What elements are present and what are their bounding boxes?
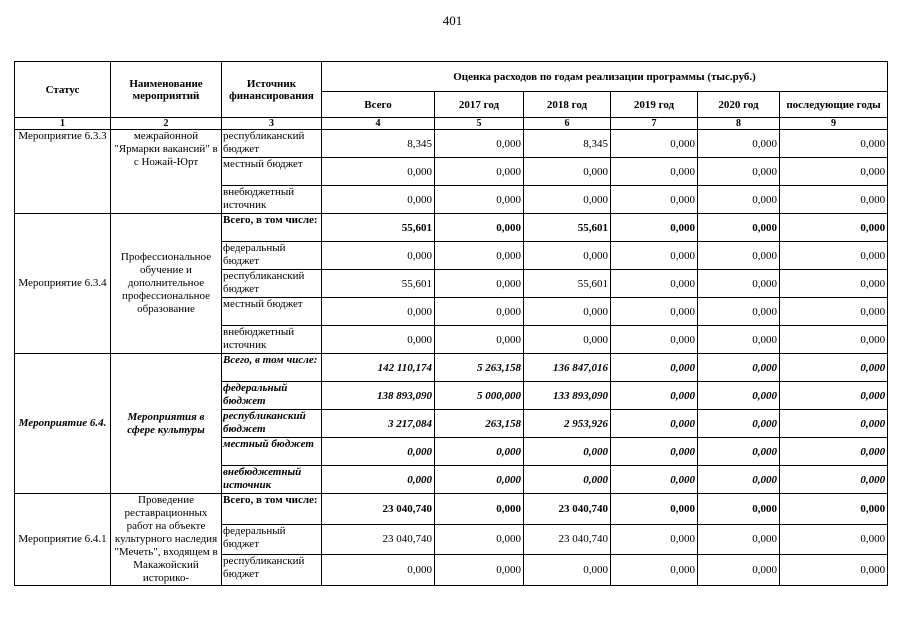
value-cell: 0,000 bbox=[698, 524, 780, 555]
value-cell: 0,000 bbox=[524, 438, 611, 466]
header-source: Источник финансирования bbox=[222, 62, 322, 118]
value-cell: 0,000 bbox=[611, 382, 698, 410]
name-cell: Мероприятия в сфере культуры bbox=[111, 354, 222, 494]
column-index-cell: 1 bbox=[15, 118, 111, 130]
value-cell: 0,000 bbox=[780, 298, 888, 326]
header-2017: 2017 год bbox=[435, 92, 524, 118]
status-cell: Мероприятие 6.4. bbox=[15, 354, 111, 494]
value-cell: 0,000 bbox=[780, 524, 888, 555]
value-cell: 0,000 bbox=[524, 326, 611, 354]
value-cell: 0,000 bbox=[611, 270, 698, 298]
value-cell: 0,000 bbox=[435, 242, 524, 270]
value-cell: 0,000 bbox=[611, 438, 698, 466]
source-cell: республиканский бюджет bbox=[222, 555, 322, 586]
value-cell: 0,000 bbox=[435, 186, 524, 214]
value-cell: 0,000 bbox=[611, 186, 698, 214]
header-total: Всего bbox=[322, 92, 435, 118]
value-cell: 0,000 bbox=[780, 466, 888, 494]
value-cell: 0,000 bbox=[611, 158, 698, 186]
value-cell: 0,000 bbox=[698, 298, 780, 326]
value-cell: 136 847,016 bbox=[524, 354, 611, 382]
value-cell: 0,000 bbox=[698, 354, 780, 382]
value-cell: 55,601 bbox=[524, 270, 611, 298]
value-cell: 138 893,090 bbox=[322, 382, 435, 410]
value-cell: 0,000 bbox=[780, 130, 888, 158]
header-2019: 2019 год bbox=[611, 92, 698, 118]
value-cell: 0,000 bbox=[780, 410, 888, 438]
value-cell: 0,000 bbox=[435, 158, 524, 186]
value-cell: 55,601 bbox=[322, 214, 435, 242]
value-cell: 0,000 bbox=[780, 438, 888, 466]
value-cell: 0,000 bbox=[611, 214, 698, 242]
value-cell: 0,000 bbox=[780, 214, 888, 242]
table-row bbox=[15, 354, 888, 382]
column-index-cell: 3 bbox=[222, 118, 322, 130]
header-estimate: Оценка расходов по годам реализации программы (тыс.руб.) bbox=[322, 62, 888, 92]
value-cell: 0,000 bbox=[698, 270, 780, 298]
expense-table bbox=[14, 61, 888, 586]
value-cell: 23 040,740 bbox=[322, 494, 435, 525]
header-status: Статус bbox=[15, 62, 111, 118]
source-cell: внебюджетный источник bbox=[222, 466, 322, 494]
header-2020: 2020 год bbox=[698, 92, 780, 118]
value-cell: 0,000 bbox=[611, 494, 698, 525]
value-cell: 0,000 bbox=[524, 242, 611, 270]
value-cell: 0,000 bbox=[435, 555, 524, 586]
value-cell: 0,000 bbox=[611, 555, 698, 586]
value-cell: 263,158 bbox=[435, 410, 524, 438]
source-cell: Всего, в том числе: bbox=[222, 214, 322, 242]
name-cell: Профессиональное обучение и дополнительное профессиональное образование bbox=[111, 214, 222, 354]
value-cell: 0,000 bbox=[322, 298, 435, 326]
value-cell: 23 040,740 bbox=[524, 524, 611, 555]
name-cell: Проведение реставрационных работ на объекте культурного наследия "Мечеть", входящем в Макажойский историко- bbox=[111, 494, 222, 586]
column-index-cell: 2 bbox=[111, 118, 222, 130]
source-cell: местный бюджет bbox=[222, 438, 322, 466]
value-cell: 0,000 bbox=[780, 382, 888, 410]
value-cell: 0,000 bbox=[322, 466, 435, 494]
table-body bbox=[15, 130, 888, 586]
column-index-cell: 8 bbox=[698, 118, 780, 130]
source-cell: республиканский бюджет bbox=[222, 410, 322, 438]
value-cell: 0,000 bbox=[780, 158, 888, 186]
value-cell: 23 040,740 bbox=[524, 494, 611, 525]
value-cell: 0,000 bbox=[611, 130, 698, 158]
status-cell: Мероприятие 6.4.1 bbox=[15, 494, 111, 586]
source-cell: внебюджетный источник bbox=[222, 186, 322, 214]
value-cell: 0,000 bbox=[780, 242, 888, 270]
value-cell: 0,000 bbox=[698, 382, 780, 410]
value-cell: 0,000 bbox=[611, 326, 698, 354]
source-cell: федеральный бюджет bbox=[222, 382, 322, 410]
source-cell: федеральный бюджет bbox=[222, 242, 322, 270]
value-cell: 0,000 bbox=[698, 438, 780, 466]
value-cell: 0,000 bbox=[698, 410, 780, 438]
column-index-cell: 5 bbox=[435, 118, 524, 130]
value-cell: 0,000 bbox=[780, 494, 888, 525]
value-cell: 0,000 bbox=[524, 186, 611, 214]
status-cell: Мероприятие 6.3.3 bbox=[15, 130, 111, 214]
value-cell: 0,000 bbox=[322, 186, 435, 214]
value-cell: 8,345 bbox=[524, 130, 611, 158]
page-number: 401 bbox=[442, 13, 463, 28]
header-later: последующие годы bbox=[780, 92, 888, 118]
source-cell: Всего, в том числе: bbox=[222, 494, 322, 525]
column-index-row bbox=[15, 118, 888, 130]
value-cell: 0,000 bbox=[611, 242, 698, 270]
value-cell: 0,000 bbox=[698, 242, 780, 270]
status-cell: Мероприятие 6.3.4 bbox=[15, 214, 111, 354]
source-cell: Всего, в том числе: bbox=[222, 354, 322, 382]
value-cell: 0,000 bbox=[435, 494, 524, 525]
source-cell: республиканский бюджет bbox=[222, 270, 322, 298]
value-cell: 2 953,926 bbox=[524, 410, 611, 438]
value-cell: 0,000 bbox=[698, 555, 780, 586]
value-cell: 0,000 bbox=[322, 555, 435, 586]
value-cell: 0,000 bbox=[611, 466, 698, 494]
value-cell: 55,601 bbox=[524, 214, 611, 242]
header-name: Наименование мероприятий bbox=[111, 62, 222, 118]
value-cell: 5 000,000 bbox=[435, 382, 524, 410]
column-index-cell: 4 bbox=[322, 118, 435, 130]
source-cell: федеральный бюджет bbox=[222, 524, 322, 555]
value-cell: 0,000 bbox=[435, 438, 524, 466]
value-cell: 0,000 bbox=[611, 524, 698, 555]
value-cell: 0,000 bbox=[698, 186, 780, 214]
value-cell: 0,000 bbox=[435, 524, 524, 555]
value-cell: 0,000 bbox=[780, 555, 888, 586]
value-cell: 0,000 bbox=[322, 326, 435, 354]
value-cell: 0,000 bbox=[780, 326, 888, 354]
table-row bbox=[15, 494, 888, 525]
value-cell: 8,345 bbox=[322, 130, 435, 158]
value-cell: 3 217,084 bbox=[322, 410, 435, 438]
value-cell: 0,000 bbox=[780, 186, 888, 214]
value-cell: 0,000 bbox=[435, 270, 524, 298]
value-cell: 0,000 bbox=[611, 410, 698, 438]
table-row bbox=[15, 214, 888, 242]
value-cell: 23 040,740 bbox=[322, 524, 435, 555]
source-cell: республиканский бюджет bbox=[222, 130, 322, 158]
value-cell: 0,000 bbox=[435, 466, 524, 494]
value-cell: 0,000 bbox=[435, 326, 524, 354]
value-cell: 0,000 bbox=[780, 270, 888, 298]
column-index-cell: 6 bbox=[524, 118, 611, 130]
value-cell: 0,000 bbox=[698, 326, 780, 354]
value-cell: 5 263,158 bbox=[435, 354, 524, 382]
value-cell: 0,000 bbox=[698, 130, 780, 158]
source-cell: внебюджетный источник bbox=[222, 326, 322, 354]
value-cell: 0,000 bbox=[322, 438, 435, 466]
value-cell: 0,000 bbox=[524, 466, 611, 494]
value-cell: 133 893,090 bbox=[524, 382, 611, 410]
column-index-cell: 7 bbox=[611, 118, 698, 130]
value-cell: 0,000 bbox=[698, 466, 780, 494]
value-cell: 0,000 bbox=[698, 214, 780, 242]
table-row bbox=[15, 130, 888, 158]
name-cell: межрайонной "Ярмарки вакансий" в с Ножай-Юрт bbox=[111, 130, 222, 214]
value-cell: 0,000 bbox=[780, 354, 888, 382]
value-cell: 0,000 bbox=[322, 242, 435, 270]
value-cell: 0,000 bbox=[611, 354, 698, 382]
value-cell: 0,000 bbox=[435, 298, 524, 326]
column-index-cell: 9 bbox=[780, 118, 888, 130]
value-cell: 0,000 bbox=[611, 298, 698, 326]
value-cell: 0,000 bbox=[698, 494, 780, 525]
value-cell: 0,000 bbox=[524, 158, 611, 186]
value-cell: 0,000 bbox=[322, 158, 435, 186]
header-2018: 2018 год bbox=[524, 92, 611, 118]
value-cell: 0,000 bbox=[435, 214, 524, 242]
value-cell: 0,000 bbox=[524, 298, 611, 326]
value-cell: 55,601 bbox=[322, 270, 435, 298]
value-cell: 0,000 bbox=[524, 555, 611, 586]
source-cell: местный бюджет bbox=[222, 298, 322, 326]
value-cell: 142 110,174 bbox=[322, 354, 435, 382]
value-cell: 0,000 bbox=[435, 130, 524, 158]
source-cell: местный бюджет bbox=[222, 158, 322, 186]
value-cell: 0,000 bbox=[698, 158, 780, 186]
